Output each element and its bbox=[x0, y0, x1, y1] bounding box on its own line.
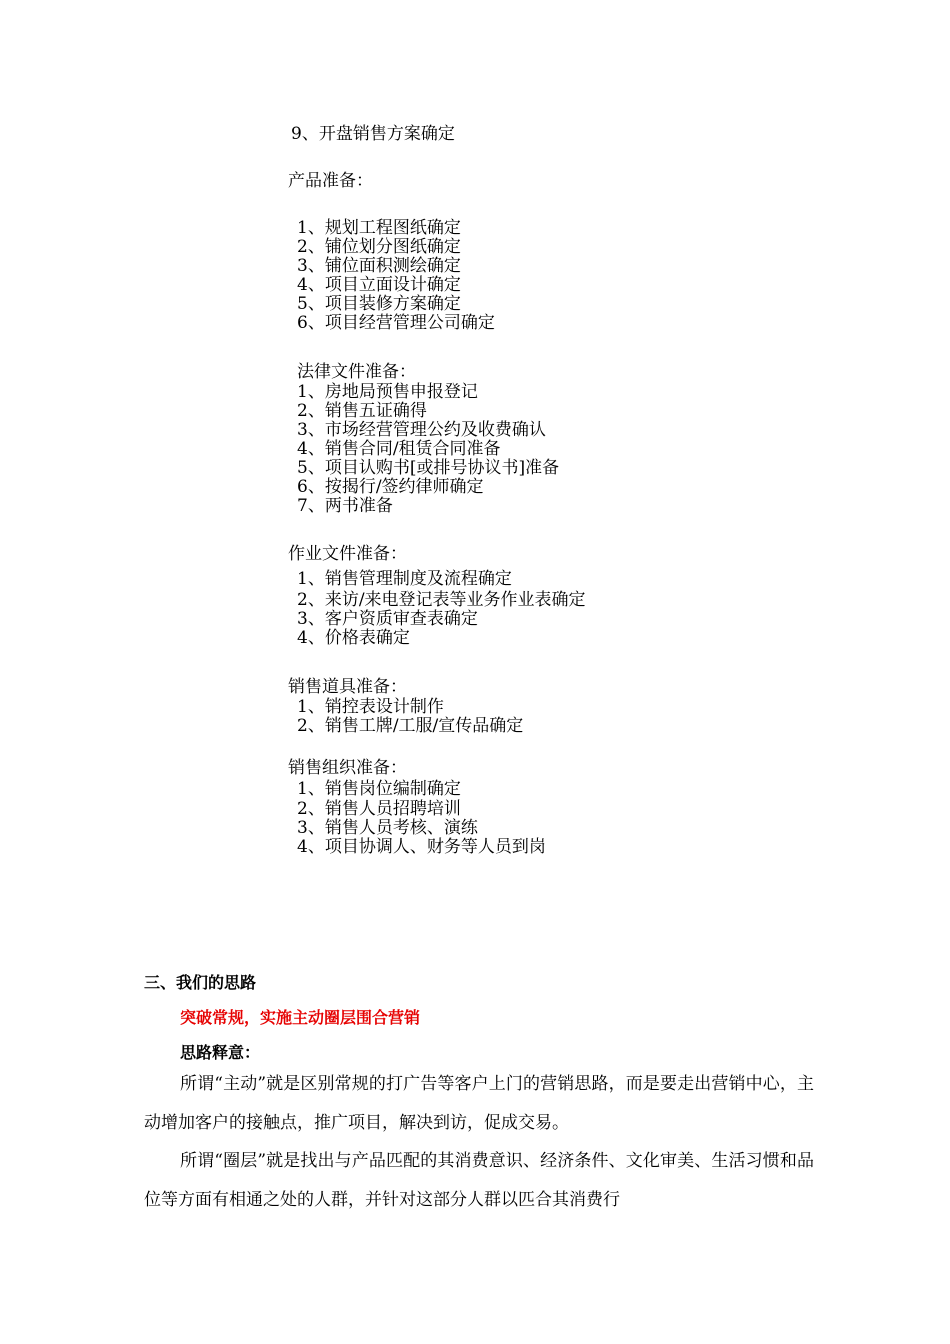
paragraph-active: 所谓“主动”就是区别常规的打广告等客户上门的营销思路，而是要走出营销中心，主动增加客户的接触点，推广项目，解决到访，促成交易。 bbox=[144, 1074, 814, 1133]
section-heading: 三、我们的思路 bbox=[144, 973, 257, 992]
org-prep-item: 2、销售人员招聘培训 bbox=[297, 799, 461, 819]
legal-prep-item: 4、销售合同/租赁合同准备 bbox=[297, 439, 501, 459]
work-prep-heading: 作业文件准备： bbox=[288, 544, 407, 564]
product-prep-item: 6、项目经营管理公司确定 bbox=[297, 313, 495, 333]
product-prep-item: 3、铺位面积测绘确定 bbox=[297, 256, 461, 276]
tools-prep-heading: 销售道具准备： bbox=[288, 677, 407, 697]
work-prep-item: 1、销售管理制度及流程确定 bbox=[297, 569, 512, 589]
work-prep-item: 4、价格表确定 bbox=[297, 628, 410, 648]
legal-prep-item: 5、项目认购书[或排号协议书]准备 bbox=[297, 458, 560, 478]
product-prep-heading: 产品准备： bbox=[288, 171, 373, 191]
legal-prep-item: 6、按揭行/签约律师确定 bbox=[297, 477, 484, 497]
opening-item-9: 9、开盘销售方案确定 bbox=[291, 124, 455, 144]
org-prep-item: 3、销售人员考核、演练 bbox=[297, 818, 478, 838]
legal-prep-heading: 法律文件准备： bbox=[297, 362, 416, 382]
org-prep-heading: 销售组织准备： bbox=[288, 758, 407, 778]
strategy-explanation-heading: 思路释意： bbox=[180, 1043, 261, 1062]
product-prep-item: 2、铺位划分图纸确定 bbox=[297, 237, 461, 257]
legal-prep-item: 2、销售五证确得 bbox=[297, 401, 427, 421]
product-prep-item: 1、规划工程图纸确定 bbox=[297, 218, 461, 238]
legal-prep-item: 1、房地局预售申报登记 bbox=[297, 382, 478, 402]
org-prep-item: 1、销售岗位编制确定 bbox=[297, 779, 461, 799]
strategy-slogan: 突破常规，实施主动圈层围合营销 bbox=[180, 1008, 421, 1027]
legal-prep-item: 3、市场经营管理公约及收费确认 bbox=[297, 420, 546, 440]
paragraph-circle: 所谓“圈层”就是找出与产品匹配的其消费意识、经济条件、文化审美、生活习惯和品位等方面有相通之处的人群，并针对这部分人群以匹合其消费行 bbox=[144, 1151, 814, 1210]
tools-prep-item: 1、销控表设计制作 bbox=[297, 697, 444, 717]
tools-prep-item: 2、销售工牌/工服/宣传品确定 bbox=[297, 716, 524, 736]
product-prep-item: 5、项目装修方案确定 bbox=[297, 294, 461, 314]
work-prep-item: 3、客户资质审查表确定 bbox=[297, 609, 478, 629]
org-prep-item: 4、项目协调人、财务等人员到岗 bbox=[297, 837, 546, 857]
work-prep-item: 2、来访/来电登记表等业务作业表确定 bbox=[297, 590, 586, 610]
legal-prep-item: 7、两书准备 bbox=[297, 496, 393, 516]
product-prep-item: 4、项目立面设计确定 bbox=[297, 275, 461, 295]
